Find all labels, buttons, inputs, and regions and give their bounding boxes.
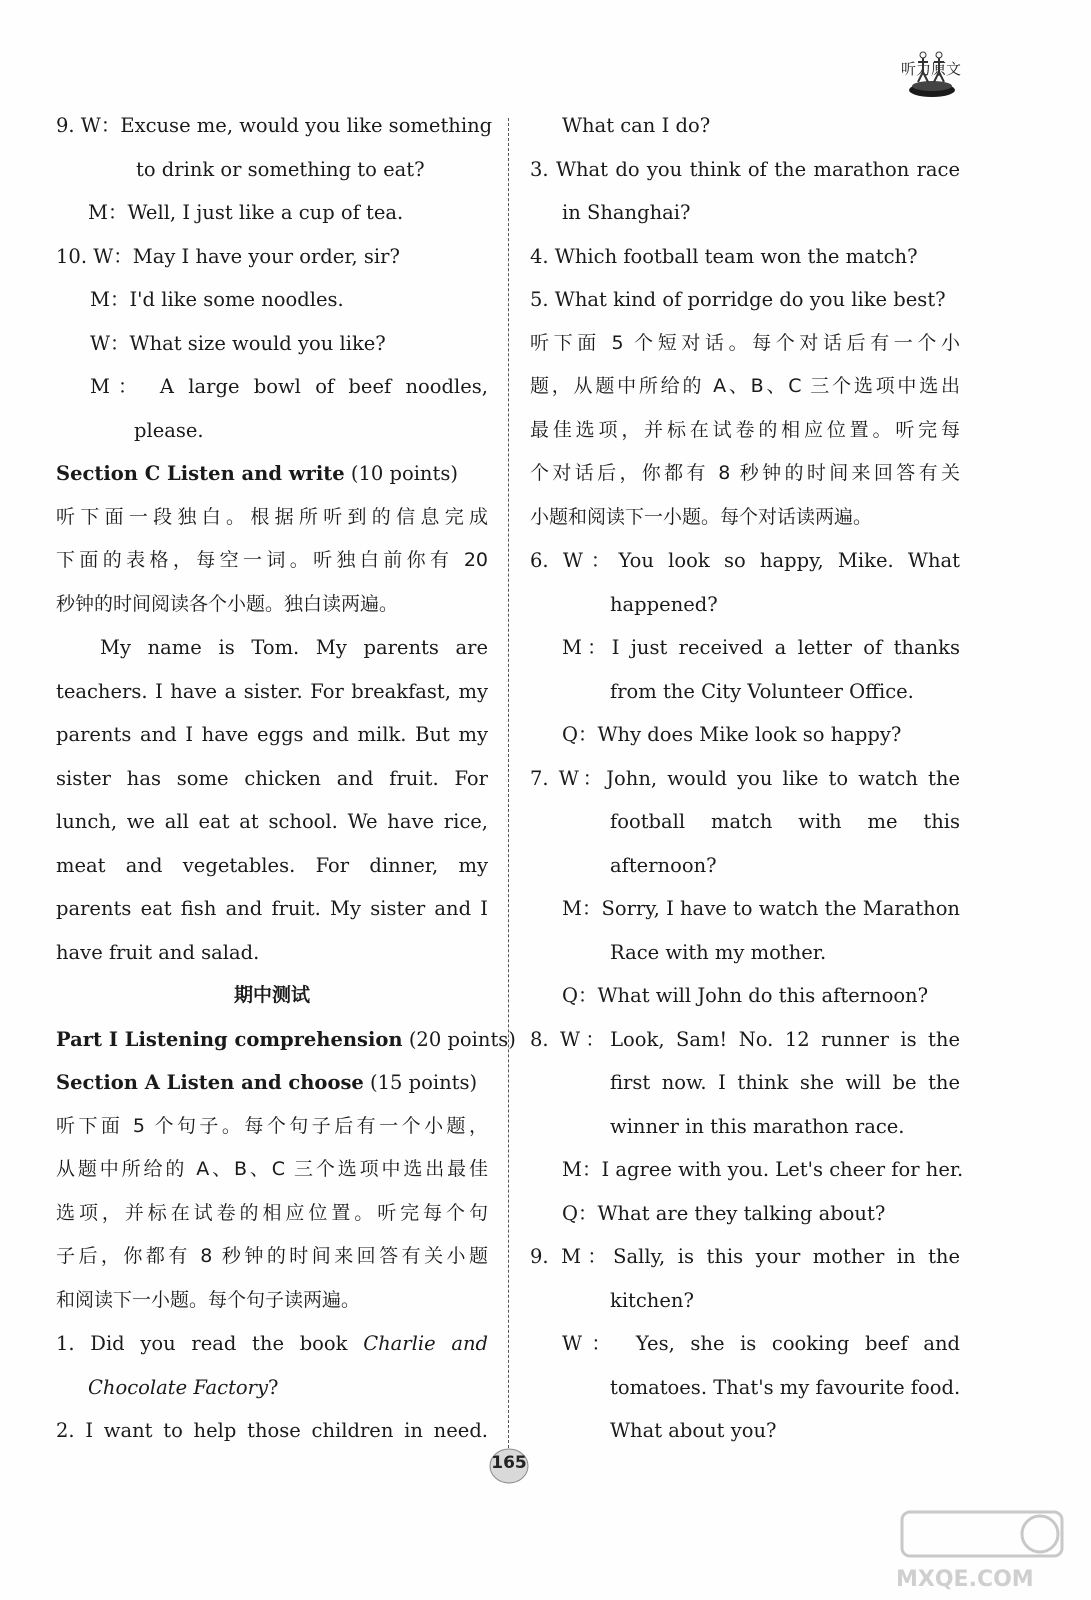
dialogue-line: Q：What are they talking about? xyxy=(562,1201,886,1225)
dialogue-line: Q：Why does Mike look so happy? xyxy=(562,723,902,746)
passage-line: sister has some chicken and fruit. For xyxy=(56,766,488,790)
instruction-line: 听下面一段独白。根据所听到的信息完成 xyxy=(56,505,488,528)
dialogue-line: football match with me this xyxy=(610,810,960,833)
passage-line: lunch, we all eat at school. We have rice, xyxy=(56,810,488,833)
midterm-heading: 期中测试 xyxy=(233,984,310,1006)
sentence-1-text: 1. Did you read the book xyxy=(56,1332,364,1355)
dialogue-line: from the City Volunteer Office. xyxy=(610,679,914,703)
dialogue-line: 7. W：John, would you like to watch the xyxy=(530,766,960,790)
instruction-line: 子后，你都有 8 秒钟的时间来回答有关小题 xyxy=(56,1245,488,1267)
instruction-line: 个对话后，你都有 8 秒钟的时间来回答有关 xyxy=(530,462,960,484)
dialogue-line: winner in this marathon race. xyxy=(610,1114,905,1138)
dialogue-line: M：Well, I just like a cup of tea. xyxy=(88,201,404,224)
section-c-points: (10 points) xyxy=(344,462,458,485)
sentence-3-line: in Shanghai? xyxy=(562,201,691,224)
dialogue-line: M：I'd like some noodles. xyxy=(90,288,344,311)
dialogue-line: tomatoes. That's my favourite food. xyxy=(610,1375,961,1399)
part-1-title: Part Ⅰ Listening comprehension xyxy=(56,1027,403,1051)
dialogue-line: 9. M：Sally, is this your mother in the xyxy=(530,1245,960,1268)
dialogue-line: kitchen? xyxy=(610,1288,694,1312)
dialogue-line: to drink or something to eat? xyxy=(136,157,425,181)
dialogue-line: Q：What will John do this afternoon? xyxy=(562,984,929,1007)
instruction-line: 题，从题中所给的 A、B、C 三个选项中选出 xyxy=(530,375,960,397)
dialogue-line: 8. W：Look, Sam! No. 12 runner is the xyxy=(530,1027,960,1051)
dialogue-line: W： Yes, she is cooking beef and xyxy=(562,1332,960,1355)
instruction-line: 秒钟的时间阅读各个小题。独白读两遍。 xyxy=(56,592,399,615)
dialogue-line: 9. W：Excuse me, would you like something xyxy=(56,114,493,137)
sentence-1-line xyxy=(56,1366,488,1410)
passage-line: have fruit and salad. xyxy=(56,940,260,964)
sentence-5-line: 5. What kind of porridge do you like best? xyxy=(530,288,946,311)
header-runner-icon xyxy=(908,48,956,98)
passage-line: meat and vegetables. For dinner, my xyxy=(56,853,488,877)
instruction-line: 听下面 5 个句子。每个句子后有一个小题， xyxy=(56,1114,488,1137)
dialogue-line: please. xyxy=(134,418,204,442)
passage-line: teachers. I have a sister. For breakfast, my xyxy=(56,679,488,703)
passage-line: My name is Tom. My parents are xyxy=(100,636,488,659)
instruction-line: 听下面 5 个短对话。每个对话后有一个小 xyxy=(530,331,960,354)
header-title: 听力原文 xyxy=(900,60,961,78)
dialogue-line: M：I agree with you. Let's cheer for her. xyxy=(562,1158,964,1181)
book-title-part: Charlie and xyxy=(363,1332,488,1355)
section-a-title: Section A Listen and choose xyxy=(56,1071,364,1094)
section-a-points: (15 points) xyxy=(363,1071,478,1094)
dialogue-line: happened? xyxy=(610,592,718,616)
dialogue-line: first now. I think she will be the xyxy=(610,1071,960,1094)
page-number: 165 xyxy=(491,1453,527,1473)
sentence-1-line xyxy=(56,1322,488,1366)
instruction-line: 小题和阅读下一小题。每个对话读两遍。 xyxy=(530,505,873,528)
dialogue-line: 6. W：You look so happy, Mike. What xyxy=(530,549,960,572)
sentence-2-line: What can I do? xyxy=(562,114,711,137)
passage-line: parents and I have eggs and milk. But my xyxy=(56,723,488,746)
dialogue-line: W：What size would you like? xyxy=(90,331,386,355)
instruction-line: 最佳选项，并标在试卷的相应位置。听完每 xyxy=(530,418,960,441)
left-column xyxy=(56,104,516,1453)
watermark-logo-icon xyxy=(892,1508,1082,1592)
dialogue-line: Race with my mother. xyxy=(610,940,827,964)
section-a-heading xyxy=(56,1061,488,1105)
instruction-line: 从题中所给的 A、B、C 三个选项中选出最佳 xyxy=(56,1158,488,1180)
dialogue-line: M： A large bowl of beef noodles, xyxy=(90,375,488,398)
section-c-title: Section C Listen and write xyxy=(56,462,345,485)
right-column xyxy=(530,104,964,1453)
part-1-heading xyxy=(56,1018,516,1062)
svg-text:MXQE.COM: MXQE.COM xyxy=(896,1567,1034,1592)
dialogue-line: 10. W：May I have your order, sir? xyxy=(56,244,400,268)
dialogue-line: What about you? xyxy=(610,1419,777,1442)
sentence-3-line: 3. What do you think of the marathon race xyxy=(530,157,960,181)
part-1-points: (20 points) xyxy=(402,1027,516,1051)
sentence-4-line: 4. Which football team won the match? xyxy=(530,244,918,268)
column-divider xyxy=(508,118,509,1448)
book-title-part: Chocolate Factory xyxy=(88,1375,268,1399)
passage-line: parents eat fish and fruit. My sister and I xyxy=(56,897,488,920)
dialogue-line: afternoon? xyxy=(610,853,717,877)
instruction-line: 和阅读下一小题。每个句子读两遍。 xyxy=(56,1288,361,1311)
instruction-line: 选项，并标在试卷的相应位置。听完每个句 xyxy=(56,1201,488,1224)
sentence-1-end: ? xyxy=(268,1375,279,1399)
sentence-2-line: 2. I want to help those children in need. xyxy=(56,1419,488,1442)
dialogue-line: M：Sorry, I have to watch the Marathon xyxy=(562,897,960,920)
dialogue-line: M：I just received a letter of thanks xyxy=(562,636,960,659)
section-c-heading xyxy=(56,452,488,496)
instruction-line: 下面的表格，每空一词。听独白前你有 20 xyxy=(56,549,488,571)
